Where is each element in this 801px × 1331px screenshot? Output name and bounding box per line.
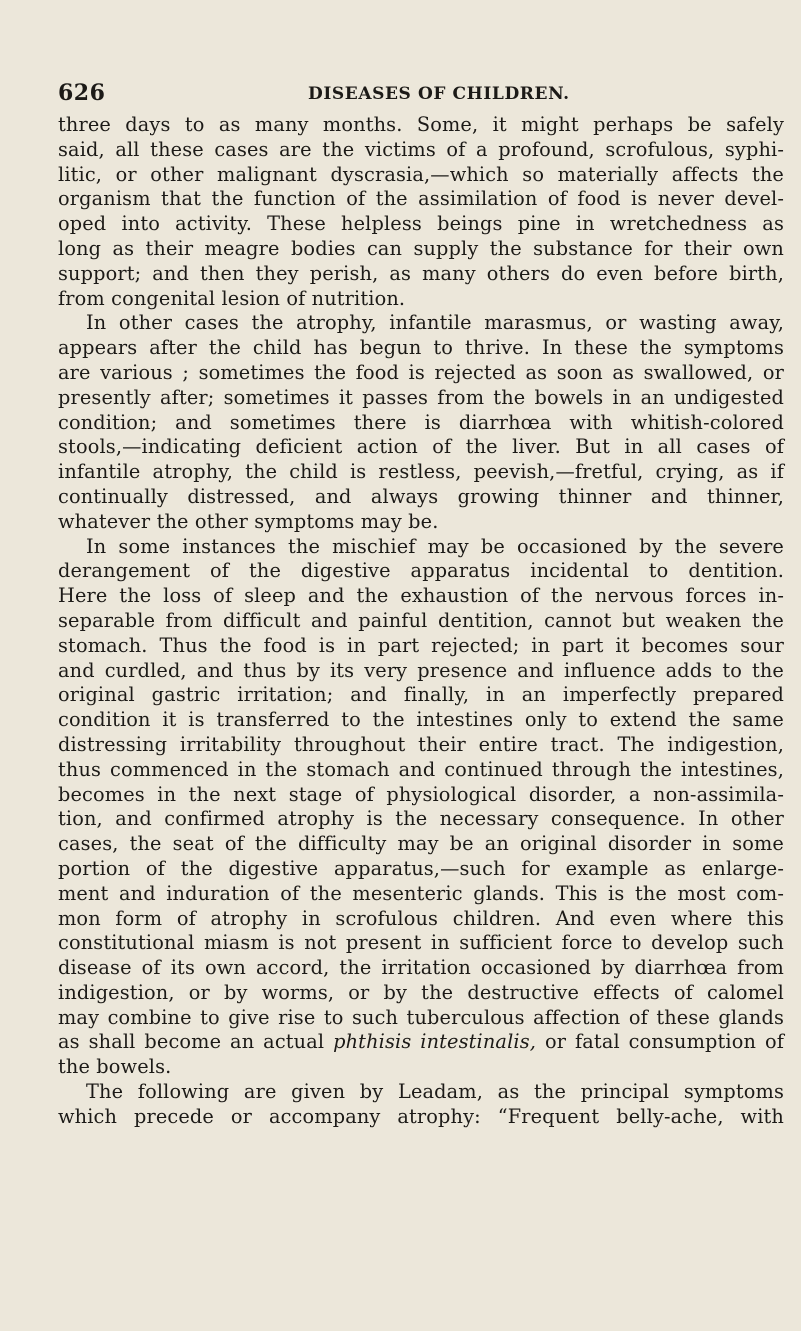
text-line: tion, and confirmed atrophy is the necessary consequence. In other	[58, 807, 784, 831]
text-line: indigestion, or by worms, or by the destructive effects of calomel	[58, 980, 784, 1004]
text-line: constitutional miasm is not present in sufficient force to develop such	[58, 931, 784, 955]
text-line: condition; and sometimes there is diarrhœa with whitish-colored	[58, 410, 784, 434]
text-line: continually distressed, and always growing thinner and thinner,	[58, 484, 784, 508]
text-line: Here the loss of sleep and the exhaustion of the nervous forces in-	[58, 584, 784, 608]
text-line: oped into activity. These helpless beings pine in wretchedness as	[58, 212, 784, 236]
page-number: 626	[58, 80, 106, 106]
text-line: and curdled, and thus by its very presence and influence adds to the	[58, 658, 784, 682]
text-segment: as shall become an actual	[58, 1030, 334, 1054]
text-line-with-italic	[58, 1030, 784, 1055]
text-line: support; and then they perish, as many others do even before birth,	[58, 261, 784, 285]
text-line: original gastric irritation; and finally, in an imperfectly prepared	[58, 683, 784, 707]
text-line: becomes in the next stage of physiological disorder, a non-assimila-	[58, 782, 784, 806]
text-line: from congenital lesion of nutrition.	[58, 286, 406, 310]
text-line: stools,—indicating deficient action of the liver. But in all cases of	[58, 435, 784, 459]
text-line: which precede or accompany atrophy: “Frequent belly-ache, with	[58, 1104, 784, 1128]
text-line: organism that the function of the assimilation of food is never devel-	[58, 187, 784, 211]
text-line: appears after the child has begun to thrive. In these the symptoms	[58, 336, 784, 360]
text-segment: or fatal consumption of	[536, 1030, 784, 1054]
text-line: may combine to give rise to such tuberculous affection of these glands	[58, 1005, 784, 1029]
text-line: derangement of the digestive apparatus incidental to dentition.	[58, 559, 784, 583]
text-line: three days to as many months. Some, it might perhaps be safely	[58, 113, 784, 136]
text-line: disease of its own accord, the irritation occasioned by diarrhœa from	[58, 956, 784, 980]
text-line: In other cases the atrophy, infantile marasmus, or wasting away,	[86, 311, 784, 335]
text-line: stomach. Thus the food is in part rejected; in part it becomes sour	[58, 633, 784, 657]
text-line: cases, the seat of the difficulty may be an original disorder in some	[58, 832, 784, 856]
italic-term: phthisis intestinalis,	[333, 1030, 537, 1054]
text-line: litic, or other malignant dyscrasia,—which so materially affects the	[58, 162, 784, 186]
text-line: In some instances the mischief may be occasioned by the severe	[86, 534, 784, 558]
text-line: presently after; sometimes it passes from the bowels in an undigested	[58, 385, 784, 409]
running-head: DISEASES OF CHILDREN.	[308, 84, 570, 104]
text-line: condition it is transferred to the intestines only to extend the same	[58, 708, 784, 732]
text-line: long as their meagre bodies can supply the substance for their own	[58, 236, 784, 260]
text-line: mon form of atrophy in scrofulous children. And even where this	[58, 906, 784, 930]
text-line: are various ; sometimes the food is rejected as soon as swallowed, or	[58, 360, 784, 384]
text-line: infantile atrophy, the child is restless, peevish,—fretful, crying, as if	[58, 460, 784, 484]
text-line: distressing irritability throughout their entire tract. The indigestion,	[58, 732, 784, 756]
text-line: ment and induration of the mesenteric glands. This is the most com-	[58, 881, 784, 905]
text-line: The following are given by Leadam, as the principal symptoms	[86, 1080, 784, 1104]
text-line: the bowels.	[58, 1055, 172, 1079]
text-line: said, all these cases are the victims of a profound, scrofulous, syphi-	[58, 137, 784, 161]
body-text	[58, 113, 784, 1130]
text-line: separable from difficult and painful dentition, cannot but weaken the	[58, 608, 784, 632]
page-header	[58, 80, 778, 110]
text-line: portion of the digestive apparatus,—such for example as enlarge-	[58, 856, 784, 880]
text-line: whatever the other symptoms may be.	[58, 509, 439, 533]
text-line: thus commenced in the stomach and continued through the intestines,	[58, 757, 784, 781]
